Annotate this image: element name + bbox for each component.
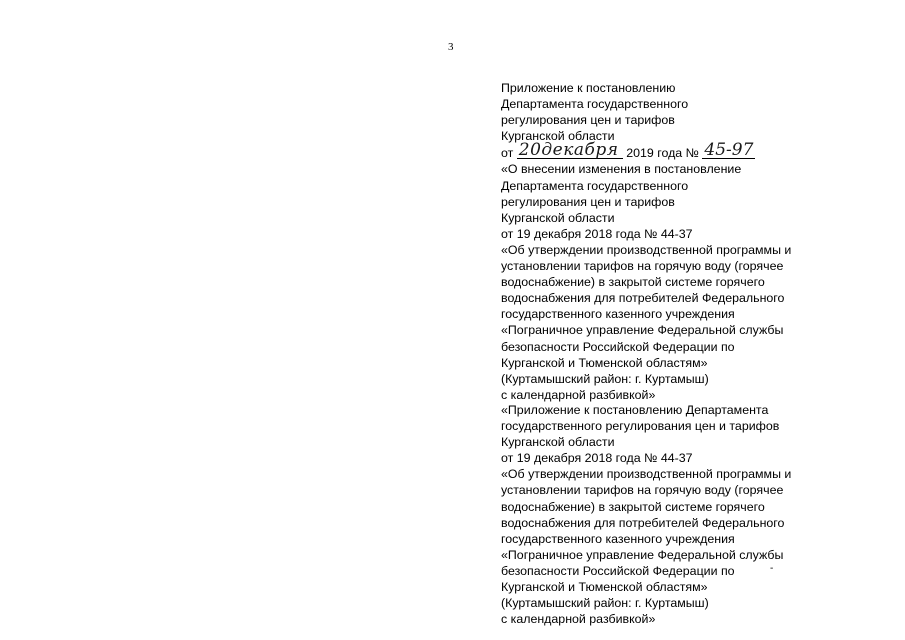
header-line: Приложение к постановлению xyxy=(501,81,676,95)
title-line: (Куртамышский район: г. Куртамыш) xyxy=(501,371,709,386)
annex-line: с календарной разбивкой» xyxy=(501,612,656,627)
annex-line: «Об утверждении производственной программы и xyxy=(501,467,792,482)
title-line: «Об утверждении производственной программы и xyxy=(501,242,792,257)
handwritten-number: 45-97 xyxy=(704,140,754,161)
annex-line: «Пограничное управление Федеральной службы xyxy=(501,547,784,562)
title-line: с календарной разбивкой» xyxy=(501,387,656,402)
title-line: Департамента государственного xyxy=(501,178,689,193)
annex-block xyxy=(501,402,791,627)
annex-line: (Куртамышский район: г. Куртамыш) xyxy=(501,596,709,611)
annex-line: водоснабжения для потребителей Федерального xyxy=(501,515,785,530)
stray-dash-mark: - xyxy=(770,563,774,574)
header-block xyxy=(501,80,791,403)
annex-line: безопасности Российской Федерации по xyxy=(501,563,735,578)
annex-line: от 19 декабря 2018 года № 44-37 xyxy=(501,451,693,466)
header-line: Департамента государственного xyxy=(501,97,689,112)
annex-line: Курганской области xyxy=(501,435,615,450)
title-line: от 19 декабря 2018 года № 44-37 xyxy=(501,226,693,241)
annex-line: государственного регулирования цен и тарифов xyxy=(501,419,780,434)
title-line: «О внесении изменения в постановление xyxy=(501,162,742,177)
annex-line: государственного казенного учреждения xyxy=(501,531,735,546)
title-line: водоснабжения для потребителей Федерального xyxy=(501,291,785,306)
title-line: Курганской и Тюменской областям» xyxy=(501,355,708,370)
annex-line: Курганской и Тюменской областям» xyxy=(501,580,708,595)
annex-line: установлении тарифов на горячую воду (горячее xyxy=(501,483,784,498)
title-line: водоснабжение) в закрытой системе горячего xyxy=(501,275,765,290)
date-line xyxy=(501,140,791,161)
title-line: регулирования цен и тарифов xyxy=(501,194,675,209)
date-suffix: 2019 года № xyxy=(626,146,699,161)
title-line: Курганской области xyxy=(501,210,615,225)
date-prefix: от xyxy=(501,146,514,161)
annex-line: «Приложение к постановлению Департамента xyxy=(501,403,769,417)
handwritten-date: 20декабря xyxy=(517,142,623,159)
title-line: «Пограничное управление Федеральной службы xyxy=(501,323,784,338)
title-line: государственного казенного учреждения xyxy=(501,307,735,322)
header-line: регулирования цен и тарифов xyxy=(501,113,675,128)
title-line: установлении тарифов на горячую воду (горячее xyxy=(501,259,784,274)
title-line: безопасности Российской Федерации по xyxy=(501,339,735,354)
annex-line: водоснабжение) в закрытой системе горячего xyxy=(501,499,765,514)
header-line: Курганской области xyxy=(501,129,615,144)
page-number: 3 xyxy=(448,41,454,53)
